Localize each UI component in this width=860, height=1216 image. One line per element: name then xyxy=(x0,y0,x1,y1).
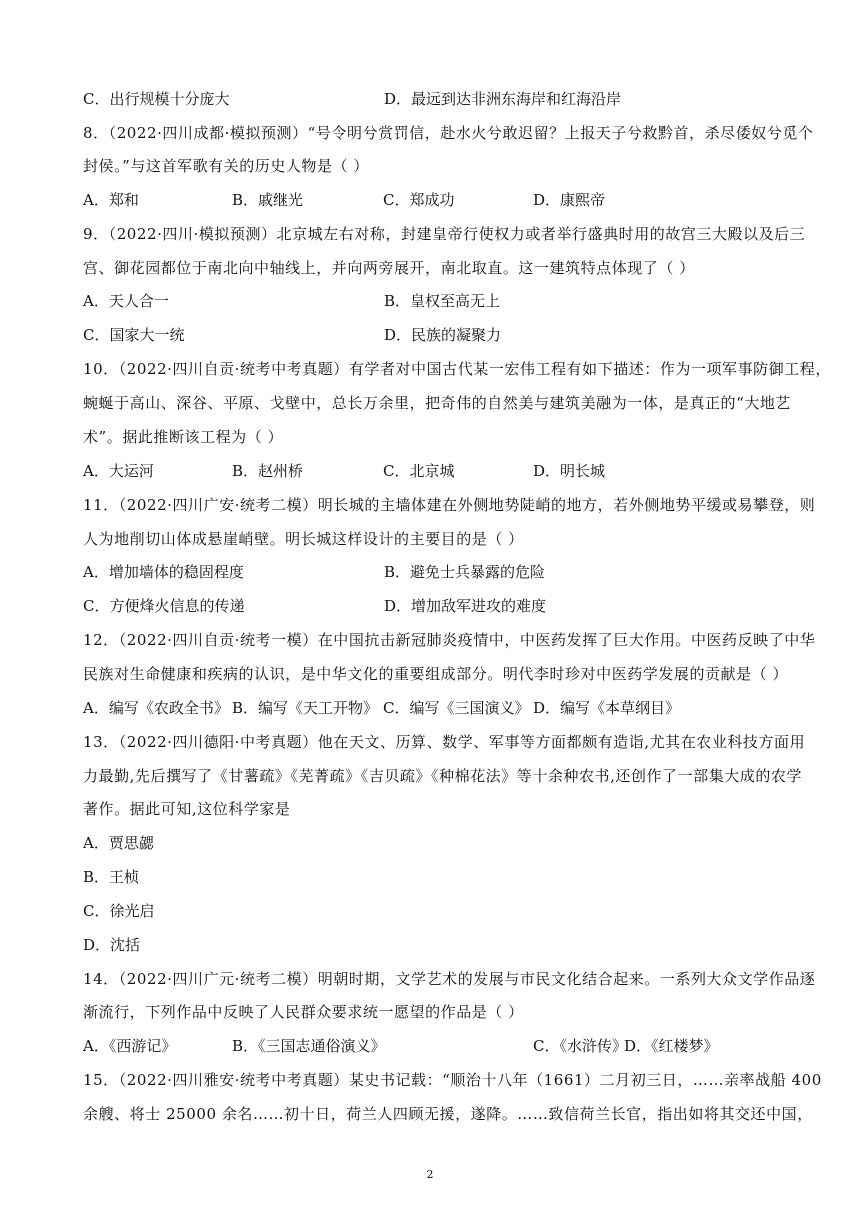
q14-options-row xyxy=(83,1036,783,1056)
q8-option-d: D．康熙帝 xyxy=(533,191,606,209)
q11-option-c: C．方便烽火信息的传递 xyxy=(83,597,245,615)
q12-options-row xyxy=(83,698,783,718)
q8-options-row xyxy=(83,190,783,210)
q10-stem-line-3: 术”。据此推断该工程为（ ） xyxy=(83,428,284,446)
q11-stem-line-1: 11．（2022·四川广安·统考二模）明长城的主墙体建在外侧地势陡峭的地方，若外侧地势平缓或易攀登，则 xyxy=(83,496,816,514)
q11-stem-line-2: 人为地削切山体成悬崖峭壁。明长城这样设计的主要目的是（ ） xyxy=(83,530,524,548)
q9-options-row-1 xyxy=(83,291,783,311)
q9-options-row-2 xyxy=(83,325,783,345)
q13-option-d: D．沈括 xyxy=(83,936,141,954)
q10-option-d: D．明长城 xyxy=(533,462,606,480)
q9-option-c: C．国家大一统 xyxy=(83,326,185,344)
q13-stem-line-2: 力最勤,先后撰写了《甘薯疏》《芜菁疏》《吉贝疏》《种棉花法》等十余种农书,还创作了一部集大成的农学 xyxy=(83,767,802,785)
q12-option-b: B．编写《天工开物》 xyxy=(232,699,379,717)
q9-option-a: A．天人合一 xyxy=(83,292,169,310)
q10-options-row xyxy=(83,461,783,481)
q7-option-d: D．最远到达非洲东海岸和红海沿岸 xyxy=(384,90,622,108)
q14-option-a: A．《西游记》 xyxy=(83,1037,177,1055)
q8-option-a: A．郑和 xyxy=(83,191,139,209)
q9-option-d: D．民族的凝聚力 xyxy=(384,326,502,344)
q8-option-c: C．郑成功 xyxy=(383,191,455,209)
q12-option-d: D．编写《本草纲目》 xyxy=(533,699,681,717)
q7-options-row xyxy=(83,89,783,109)
q10-option-c: C．北京城 xyxy=(383,462,455,480)
q9-stem-line-2: 宫、御花园都位于南北向中轴线上，并向两旁展开，南北取直。这一建筑特点体现了（ ） xyxy=(83,259,695,277)
q12-stem-line-2: 民族对生命健康和疾病的认识，是中华文化的重要组成部分。明代李时珍对中医药学发展的贡献是（ ） xyxy=(83,665,789,683)
q12-option-c: C．编写《三国演义》 xyxy=(383,699,530,717)
q8-stem-line-2: 封侯。”与这首军歌有关的历史人物是（ ） xyxy=(83,157,369,175)
q11-options-row-1 xyxy=(83,562,783,582)
q10-option-a: A．大运河 xyxy=(83,462,154,480)
q13-option-a: A．贾思勰 xyxy=(83,834,154,852)
q13-stem-line-1: 13．（2022·四川德阳·中考真题）他在天文、历算、数学、军事等方面都颇有造诣,尤其在农业科技方面用 xyxy=(83,733,806,751)
q12-option-a: A．编写《农政全书》 xyxy=(83,699,229,717)
q14-stem-line-1: 14．（2022·四川广元·统考二模）明朝时期，文学艺术的发展与市民文化结合起来。一系列大众文学作品逐 xyxy=(83,970,816,988)
q8-option-b: B．戚继光 xyxy=(232,191,304,209)
q8-stem-line-1: 8．（2022·四川成都·模拟预测）“号令明兮赏罚信，赴水火兮敢迟留？上报天子兮救黔首，杀尽倭奴兮觅个 xyxy=(83,124,814,142)
q13-stem-line-3: 著作。据此可知,这位科学家是 xyxy=(83,800,291,818)
q12-stem-line-1: 12．（2022·四川自贡·统考一模）在中国抗击新冠肺炎疫情中，中医药发挥了巨大作用。中医药反映了中华 xyxy=(83,631,816,649)
q10-stem-line-2: 蜿蜒于高山、深谷、平原、戈壁中，总长万余里，把奇伟的自然美与建筑美融为一体，是真正的“大地艺 xyxy=(83,394,791,412)
q14-option-d: D．《红楼梦》 xyxy=(624,1037,719,1055)
q13-option-b: B．王桢 xyxy=(83,868,140,886)
q9-stem-line-1: 9．（2022·四川·模拟预测）北京城左右对称，封建皇帝行使权力或者举行盛典时用的故宫三大殿以及后三 xyxy=(83,225,806,243)
q11-options-row-2 xyxy=(83,596,783,616)
q11-option-a: A．增加墙体的稳固程度 xyxy=(83,563,244,581)
q14-stem-line-2: 渐流行，下列作品中反映了人民群众要求统一愿望的作品是（ ） xyxy=(83,1003,524,1021)
q11-option-d: D．增加敌军进攻的难度 xyxy=(384,597,547,615)
q9-option-b: B．皇权至高无上 xyxy=(384,292,501,310)
q14-option-b: B．《三国志通俗演义》 xyxy=(232,1037,386,1055)
q7-option-c: C．出行规模十分庞大 xyxy=(83,90,230,108)
q10-stem-line-1: 10．（2022·四川自贡·统考中考真题）有学者对中国古代某一宏伟工程有如下描述：作为一项军事防御工程， xyxy=(83,360,831,378)
q15-stem-line-1: 15．（2022·四川雅安·统考中考真题）某史书记载：“顺治十八年（1661）二月初三日，……亲率战船 400 xyxy=(83,1071,822,1089)
q10-option-b: B．赵州桥 xyxy=(232,462,304,480)
page-number: 2 xyxy=(426,1168,434,1181)
q13-option-c: C．徐光启 xyxy=(83,902,155,920)
q11-option-b: B．避免士兵暴露的危险 xyxy=(384,563,546,581)
q15-stem-line-2: 余艘、将士 25000 余名……初十日，荷兰人四顾无援，遂降。……致信荷兰长官，指出如将其交还中国， xyxy=(83,1105,813,1123)
q14-option-c: C．《水浒传》 xyxy=(533,1037,627,1055)
